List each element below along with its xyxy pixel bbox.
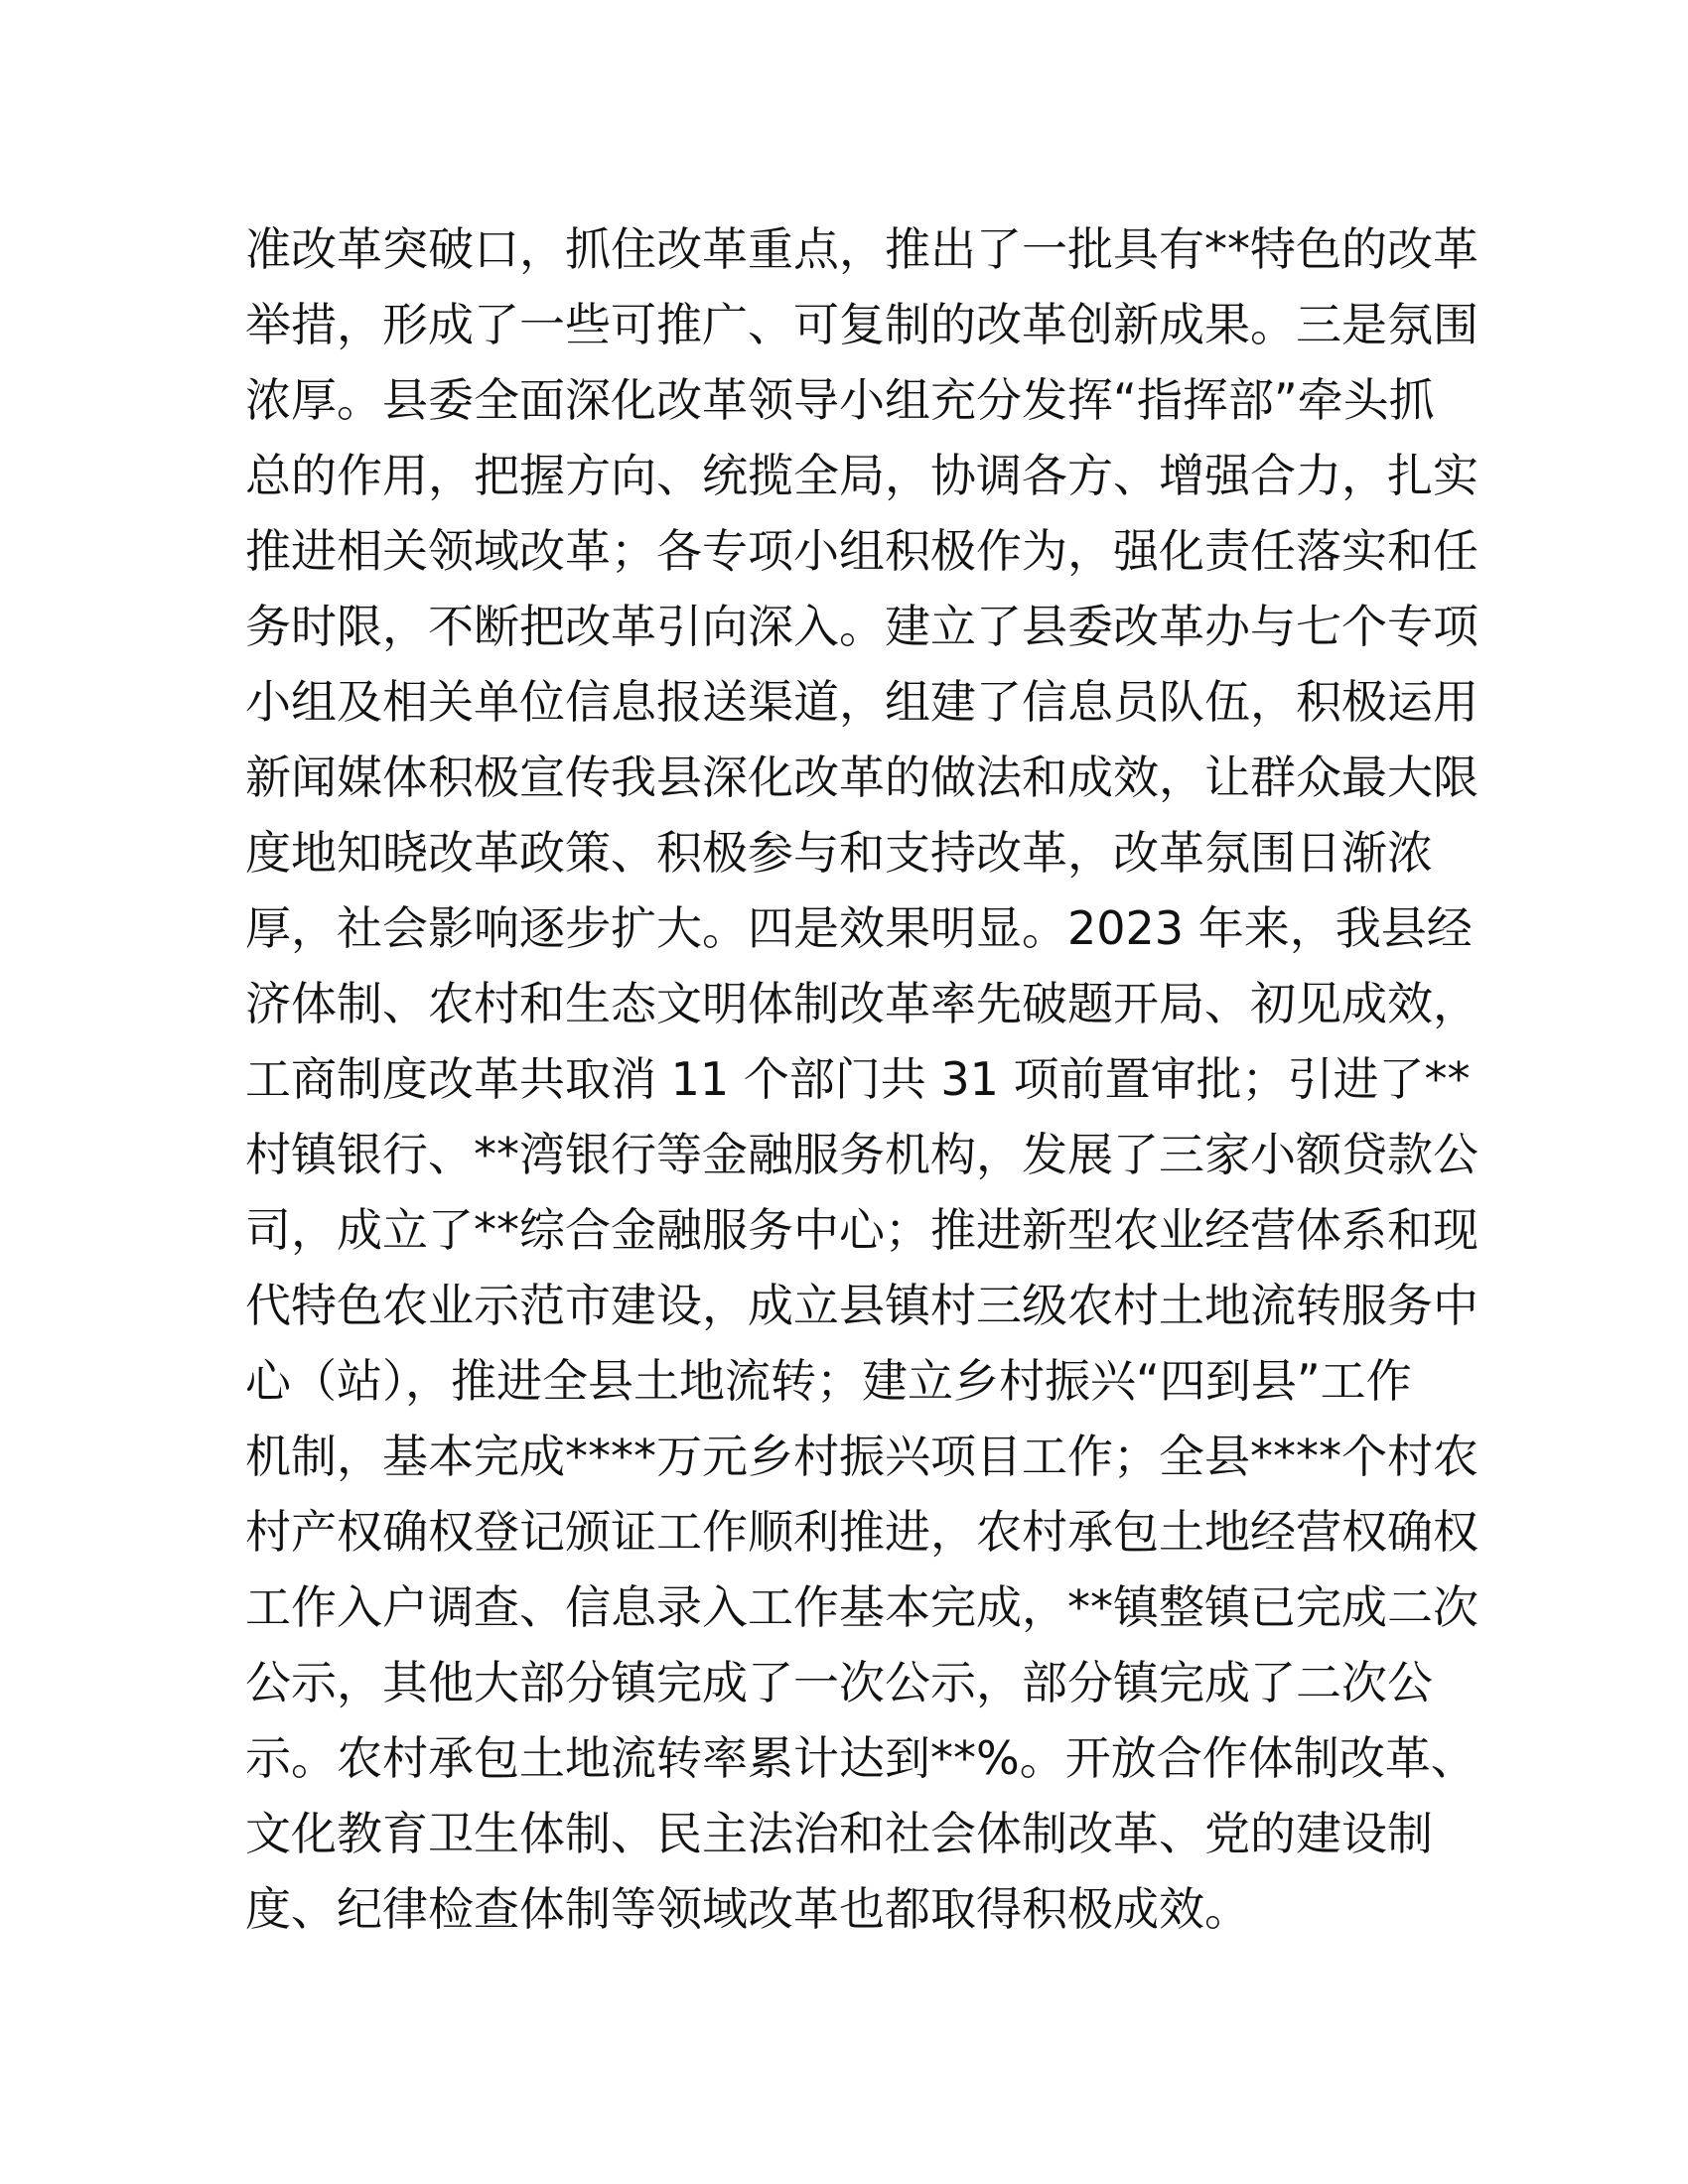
paragraph-line-3: 浓厚。县委全面深化改革领导小组充分发挥“指挥部”牵头抓 xyxy=(245,373,1435,427)
paragraph-line-11: 济体制、农村和生态文明体制改革率先破题开局、初见成效， xyxy=(245,977,1478,1030)
paragraph-line-7: 小组及相关单位信息报送渠道，组建了信息员队伍，积极运用 xyxy=(245,675,1478,729)
paragraph-line-21: 示。农村承包土地流转率累计达到**%。开放合作体制改革、 xyxy=(245,1731,1477,1785)
paragraph-line-19: 工作入户调查、信息录入工作基本完成，**镇整镇已完成二次 xyxy=(245,1580,1478,1634)
paragraph-line-6: 务时限，不断把改革引向深入。建立了县委改革办与七个专项 xyxy=(245,600,1478,653)
paragraph-line-15: 代特色农业示范市建设，成立县镇村三级农村土地流转服务中 xyxy=(245,1279,1478,1332)
paragraph-line-17: 机制，基本完成****万元乡村振兴项目工作；全县****个村农 xyxy=(245,1430,1478,1483)
paragraph-line-1: 准改革突破口，抓住改革重点，推出了一批具有**特色的改革 xyxy=(245,222,1478,276)
paragraph-line-2: 举措，形成了一些可推广、可复制的改革创新成果。三是氛围 xyxy=(245,298,1478,351)
paragraph-line-4: 总的作用，把握方向、统揽全局，协调各方、增强合力，扎实 xyxy=(245,449,1478,502)
paragraph-line-22: 文化教育卫生体制、民主法治和社会体制改革、党的建设制 xyxy=(245,1807,1433,1860)
paragraph-line-9: 度地知晓改革政策、积极参与和支持改革，改革氛围日渐浓 xyxy=(245,826,1433,880)
paragraph-line-13: 村镇银行、**湾银行等金融服务机构，发展了三家小额贷款公 xyxy=(245,1128,1478,1181)
paragraph-line-10: 厚，社会影响逐步扩大。四是效果明显。2023 年来，我县经 xyxy=(245,901,1473,955)
paragraph-line-5: 推进相关领域改革；各专项小组积极作为，强化责任落实和任 xyxy=(245,524,1478,578)
paragraph-line-18: 村产权确权登记颁证工作顺利推进，农村承包土地经营权确权 xyxy=(245,1505,1478,1559)
paragraph-line-12: 工商制度改革共取消 11 个部门共 31 项前置审批；引进了** xyxy=(245,1052,1471,1106)
paragraph-line-20: 公示，其他大部分镇完成了一次公示，部分镇完成了二次公 xyxy=(245,1656,1433,1709)
paragraph-line-8: 新闻媒体积极宣传我县深化改革的做法和成效，让群众最大限 xyxy=(245,751,1478,804)
paragraph-line-14: 司，成立了**综合金融服务中心；推进新型农业经营体系和现 xyxy=(245,1203,1478,1257)
paragraph-line-16: 心（站），推进全县土地流转；建立乡村振兴“四到县”工作 xyxy=(245,1354,1412,1408)
paragraph-line-23: 度、纪律检查体制等领域改革也都取得积极成效。 xyxy=(245,1882,1250,1936)
